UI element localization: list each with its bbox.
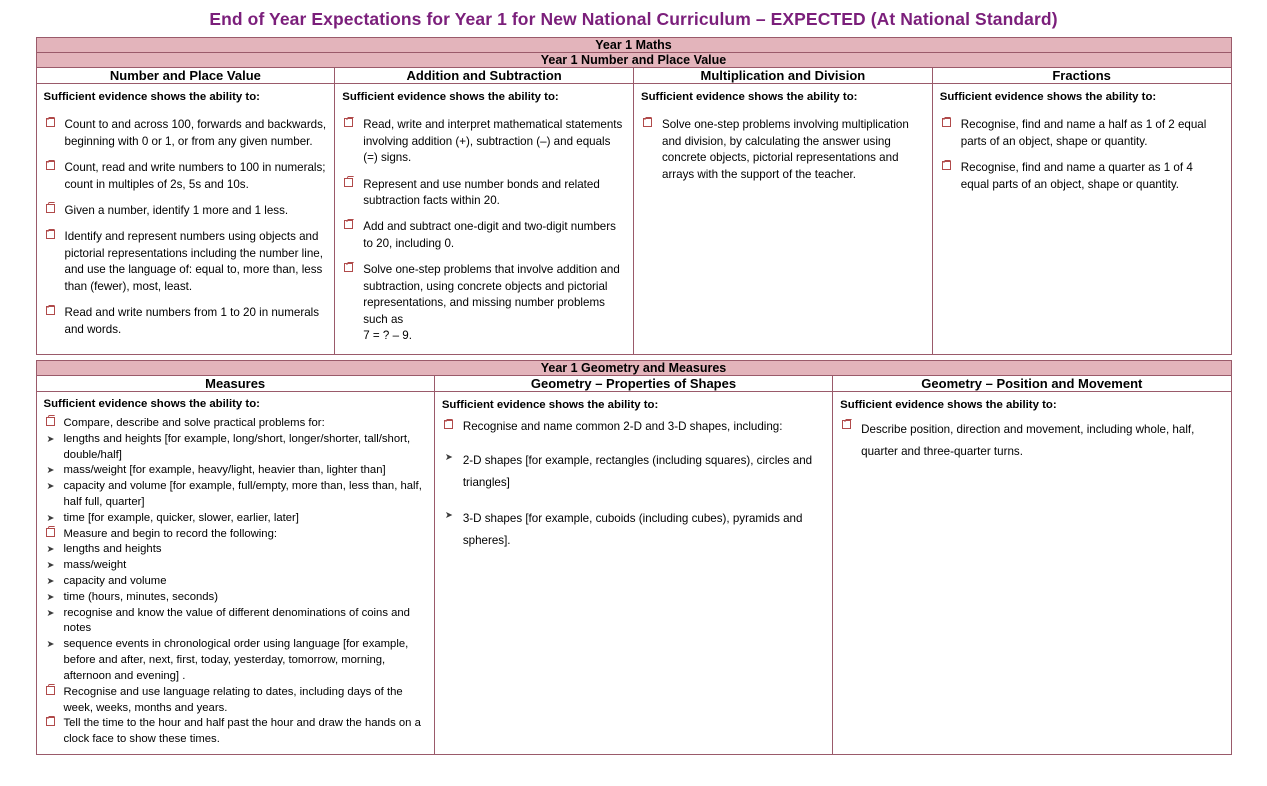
criteria-list-properties-of-shapes xyxy=(442,419,825,552)
arrow-bullet-icon: ➤ xyxy=(46,607,55,619)
section-band-row xyxy=(36,53,1231,68)
checkbox-icon xyxy=(46,230,55,243)
list-item xyxy=(44,229,328,295)
arrow-bullet-icon: ➤ xyxy=(46,544,55,556)
list-item xyxy=(44,479,427,511)
column-heading-number-place-value: Number and Place Value xyxy=(36,68,335,84)
list-item xyxy=(44,542,427,558)
list-item xyxy=(44,574,427,590)
criteria-text: mass/weight [for example, heavy/light, heavier than, lighter than] xyxy=(63,464,386,477)
criteria-text: Recognise and use language relating to dates, including days of the week, weeks, months and years. xyxy=(63,685,403,714)
maths-table xyxy=(36,37,1232,355)
criteria-list-number-place-value xyxy=(44,117,328,338)
list-item xyxy=(342,219,626,252)
criteria-list-position-movement xyxy=(840,419,1223,463)
evidence-intro: Sufficient evidence shows the ability to: xyxy=(43,91,260,103)
list-item xyxy=(44,716,427,748)
criteria-text: sequence events in chronological order using language [for example, before and after, next, first, today, yesterday, tomorrow, morning, afternoon and evening] . xyxy=(63,638,409,682)
list-item xyxy=(44,527,427,543)
arrow-bullet-icon: ➤ xyxy=(46,481,55,493)
cell-properties-of-shapes xyxy=(434,392,832,755)
checkbox-icon xyxy=(842,420,851,433)
column-heading-fractions: Fractions xyxy=(932,68,1231,84)
criteria-text: mass/weight xyxy=(63,559,127,572)
arrow-bullet-icon: ➤ xyxy=(46,576,55,588)
criteria-text: capacity and volume [for example, full/empty, more than, less than, half, half full, quarter] xyxy=(63,480,422,508)
criteria-text: 2-D shapes [for example, rectangles (including squares), circles and triangles] xyxy=(462,453,813,489)
criteria-text: Read and write numbers from 1 to 20 in numerals and words. xyxy=(64,306,320,336)
criteria-text: Given a number, identify 1 more and 1 less. xyxy=(64,204,289,217)
checkbox-icon xyxy=(344,118,353,131)
column-heading-properties-of-shapes: Geometry – Properties of Shapes xyxy=(434,376,832,392)
arrow-bullet-icon: ➤ xyxy=(46,639,55,651)
list-item xyxy=(840,419,1223,463)
column-headings-row-2 xyxy=(36,376,1231,392)
criteria-text: recognise and know the value of different denominations of coins and notes xyxy=(63,606,410,635)
list-item xyxy=(44,637,427,684)
criteria-list-fractions xyxy=(940,117,1224,193)
list-item xyxy=(44,511,427,527)
cell-multiplication-division xyxy=(634,84,933,355)
criteria-text: Read, write and interpret mathematical statements involving addition (+), subtraction (–) and equals (=) signs. xyxy=(363,118,623,165)
checkbox-icon xyxy=(46,686,55,699)
list-item xyxy=(44,606,427,638)
list-item xyxy=(44,685,427,717)
criteria-text: Recognise, find and name a quarter as 1 of 4 equal parts of an object, shape or quantity. xyxy=(960,161,1193,191)
criteria-text: time [for example, quicker, slower, earlier, later] xyxy=(63,511,299,524)
criteria-text: Tell the time to the hour and half past the hour and draw the hands on a clock face to show these times. xyxy=(63,717,421,746)
arrow-bullet-icon: ➤ xyxy=(46,433,55,445)
list-item xyxy=(442,508,825,552)
criteria-text: Count, read and write numbers to 100 in numerals; count in multiples of 2s, 5s and 10s. xyxy=(64,161,326,191)
list-item xyxy=(342,117,626,166)
cell-addition-subtraction xyxy=(335,84,634,355)
list-item xyxy=(342,262,626,328)
arrow-bullet-icon: ➤ xyxy=(46,591,55,603)
criteria-text: lengths and heights [for example, long/short, longer/shorter, tall/short, double/half] xyxy=(63,432,411,461)
criteria-text: Add and subtract one-digit and two-digit numbers to 20, including 0. xyxy=(363,220,616,250)
cell-measures xyxy=(36,392,434,755)
checkbox-icon xyxy=(344,178,353,191)
list-item xyxy=(44,203,328,219)
list-item xyxy=(44,558,427,574)
cell-fractions xyxy=(932,84,1231,355)
arrow-bullet-icon: ➤ xyxy=(46,560,55,572)
list-item xyxy=(44,416,427,432)
evidence-intro: Sufficient evidence shows the ability to: xyxy=(43,398,260,411)
subject-band-label: Year 1 Maths xyxy=(36,38,1231,53)
criteria-text: Describe position, direction and movement, including whole, half, quarter and three-quarter turns. xyxy=(861,423,1195,459)
criteria-text: capacity and volume xyxy=(63,575,167,588)
criteria-list-addition-subtraction xyxy=(342,117,626,328)
section-band-row-2 xyxy=(36,361,1231,376)
cell-position-movement xyxy=(833,392,1231,755)
list-item xyxy=(641,117,925,183)
list-item xyxy=(44,590,427,606)
criteria-text: Solve one-step problems that involve addition and subtraction, using concrete objects and pictorial representations, and missing number problems such as xyxy=(363,263,620,326)
checkbox-icon xyxy=(46,306,55,319)
list-item xyxy=(442,419,825,435)
checkbox-icon xyxy=(46,204,55,217)
checkbox-icon xyxy=(46,118,55,131)
subject-band-row xyxy=(36,38,1231,53)
list-item xyxy=(44,117,328,150)
checkbox-icon xyxy=(942,161,951,174)
list-item xyxy=(940,160,1224,193)
page-title: End of Year Expectations for Year 1 for New National Curriculum – EXPECTED (At National Standard) xyxy=(209,9,1058,29)
criteria-text: 3-D shapes [for example, cuboids (including cubes), pyramids and spheres]. xyxy=(462,511,803,547)
arrow-bullet-icon: ➤ xyxy=(444,509,453,521)
criteria-text: Represent and use number bonds and related subtraction facts within 20. xyxy=(363,177,600,207)
column-heading-measures: Measures xyxy=(36,376,434,392)
checkbox-icon xyxy=(344,263,353,276)
criteria-text: lengths and heights xyxy=(63,543,162,556)
arrow-bullet-icon: ➤ xyxy=(46,512,55,524)
criteria-text: Recognise, find and name a half as 1 of 2 equal parts of an object, shape or quantity. xyxy=(960,118,1207,148)
list-item xyxy=(442,450,825,494)
criteria-text: Solve one-step problems involving multiplication and division, by calculating the answer using concrete objects, pictorial representations and arrays with the support of the teacher. xyxy=(662,118,909,181)
criteria-text: Identify and represent numbers using objects and pictorial representations including the number line, and use the language of: equal to, more than, less than (fewer), most, least. xyxy=(64,230,323,293)
checkbox-icon xyxy=(344,220,353,233)
evidence-intro: Sufficient evidence shows the ability to: xyxy=(441,399,659,412)
checkbox-icon xyxy=(444,420,453,433)
evidence-intro: Sufficient evidence shows the ability to: xyxy=(342,91,559,103)
content-row-2 xyxy=(36,392,1231,755)
checkbox-icon xyxy=(46,717,55,730)
evidence-intro: Sufficient evidence shows the ability to: xyxy=(840,399,1057,412)
evidence-intro: Sufficient evidence shows the ability to: xyxy=(939,91,1157,103)
column-heading-multiplication-division: Multiplication and Division xyxy=(634,68,933,84)
content-row-1 xyxy=(36,84,1231,355)
list-item xyxy=(44,432,427,464)
column-heading-addition-subtraction: Addition and Subtraction xyxy=(335,68,634,84)
arrow-bullet-icon: ➤ xyxy=(46,465,55,477)
checkbox-icon xyxy=(46,528,55,541)
criteria-text: Measure and begin to record the following: xyxy=(63,527,278,540)
criteria-text: Count to and across 100, forwards and backwards, beginning with 0 or 1, or from any given number. xyxy=(64,118,327,148)
evidence-intro: Sufficient evidence shows the ability to: xyxy=(641,91,858,103)
criteria-text: Compare, describe and solve practical problems for: xyxy=(63,416,325,429)
geometry-measures-table xyxy=(36,360,1232,755)
criteria-list-multiplication-division xyxy=(641,117,925,183)
cell-number-place-value xyxy=(36,84,335,355)
section-band-number-place-value: Year 1 Number and Place Value xyxy=(36,53,1231,68)
list-item xyxy=(44,463,427,479)
section-band-geometry-measures: Year 1 Geometry and Measures xyxy=(36,361,1231,376)
list-item xyxy=(940,117,1224,150)
list-item xyxy=(342,177,626,210)
checkbox-icon xyxy=(46,161,55,174)
equation-text: 7 = ? – 9. xyxy=(363,329,412,343)
column-headings-row xyxy=(36,68,1231,84)
list-item xyxy=(44,305,328,338)
criteria-list-measures xyxy=(44,416,427,748)
checkbox-icon xyxy=(46,417,55,430)
criteria-text: time (hours, minutes, seconds) xyxy=(63,590,218,603)
checkbox-icon xyxy=(643,118,652,131)
arrow-bullet-icon: ➤ xyxy=(444,451,453,463)
checkbox-icon xyxy=(942,118,951,131)
column-heading-position-movement: Geometry – Position and Movement xyxy=(833,376,1231,392)
criteria-text: Recognise and name common 2-D and 3-D shapes, including: xyxy=(462,420,783,434)
list-item xyxy=(44,160,328,193)
